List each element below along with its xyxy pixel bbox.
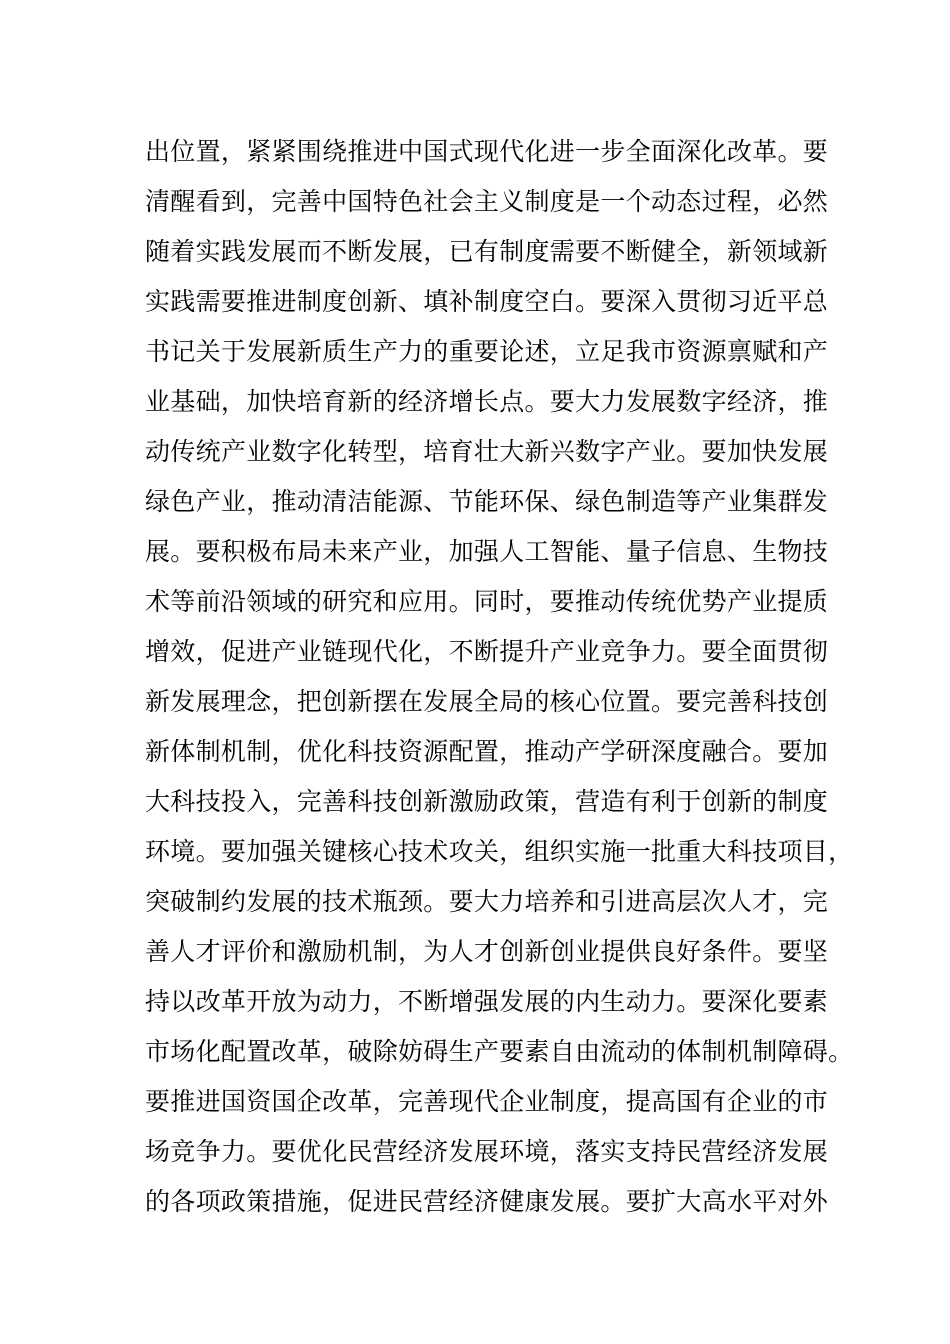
text-line: 动传统产业数字化转型，培育壮大新兴数字产业。要加快发展 <box>145 437 829 466</box>
text-line: 场竞争力。要优化民营经济发展环境，落实支持民营经济发展 <box>145 1137 829 1166</box>
text-line: 新发展理念，把创新摆在发展全局的核心位置。要完善科技创 <box>145 687 829 716</box>
text-line: 增效，促进产业链现代化，不断提升产业竞争力。要全面贯彻 <box>145 637 829 666</box>
text-line: 实践需要推进制度创新、填补制度空白。要深入贯彻习近平总 <box>145 287 829 316</box>
text-line: 绿色产业，推动清洁能源、节能环保、绿色制造等产业集群发 <box>145 487 829 516</box>
text-line: 市场化配置改革，破除妨碍生产要素自由流动的体制机制障碍。 <box>145 1037 854 1066</box>
text-line: 大科技投入，完善科技创新激励政策，营造有利于创新的制度 <box>145 787 829 816</box>
body-paragraph <box>145 127 854 1227</box>
text-line: 业基础，加快培育新的经济增长点。要大力发展数字经济，推 <box>145 387 829 416</box>
text-line: 持以改革开放为动力，不断增强发展的内生动力。要深化要素 <box>145 987 829 1016</box>
text-line: 展。要积极布局未来产业，加强人工智能、量子信息、生物技 <box>145 537 829 566</box>
text-line: 新体制机制，优化科技资源配置，推动产学研深度融合。要加 <box>145 737 829 766</box>
text-line: 善人才评价和激励机制，为人才创新创业提供良好条件。要坚 <box>145 937 829 966</box>
text-line: 术等前沿领域的研究和应用。同时，要推动传统优势产业提质 <box>145 587 829 616</box>
text-line: 的各项政策措施，促进民营经济健康发展。要扩大高水平对外 <box>145 1187 829 1216</box>
text-line: 随着实践发展而不断发展，已有制度需要不断健全，新领域新 <box>145 237 829 266</box>
text-line: 环境。要加强关键核心技术攻关，组织实施一批重大科技项目， <box>145 837 854 866</box>
text-line: 出位置，紧紧围绕推进中国式现代化进一步全面深化改革。要 <box>145 137 829 166</box>
text-line: 要推进国资国企改革，完善现代企业制度，提高国有企业的市 <box>145 1087 829 1116</box>
text-line: 突破制约发展的技术瓶颈。要大力培养和引进高层次人才，完 <box>145 887 829 916</box>
text-line: 清醒看到，完善中国特色社会主义制度是一个动态过程，必然 <box>145 187 829 216</box>
text-line: 书记关于发展新质生产力的重要论述，立足我市资源禀赋和产 <box>145 337 829 366</box>
